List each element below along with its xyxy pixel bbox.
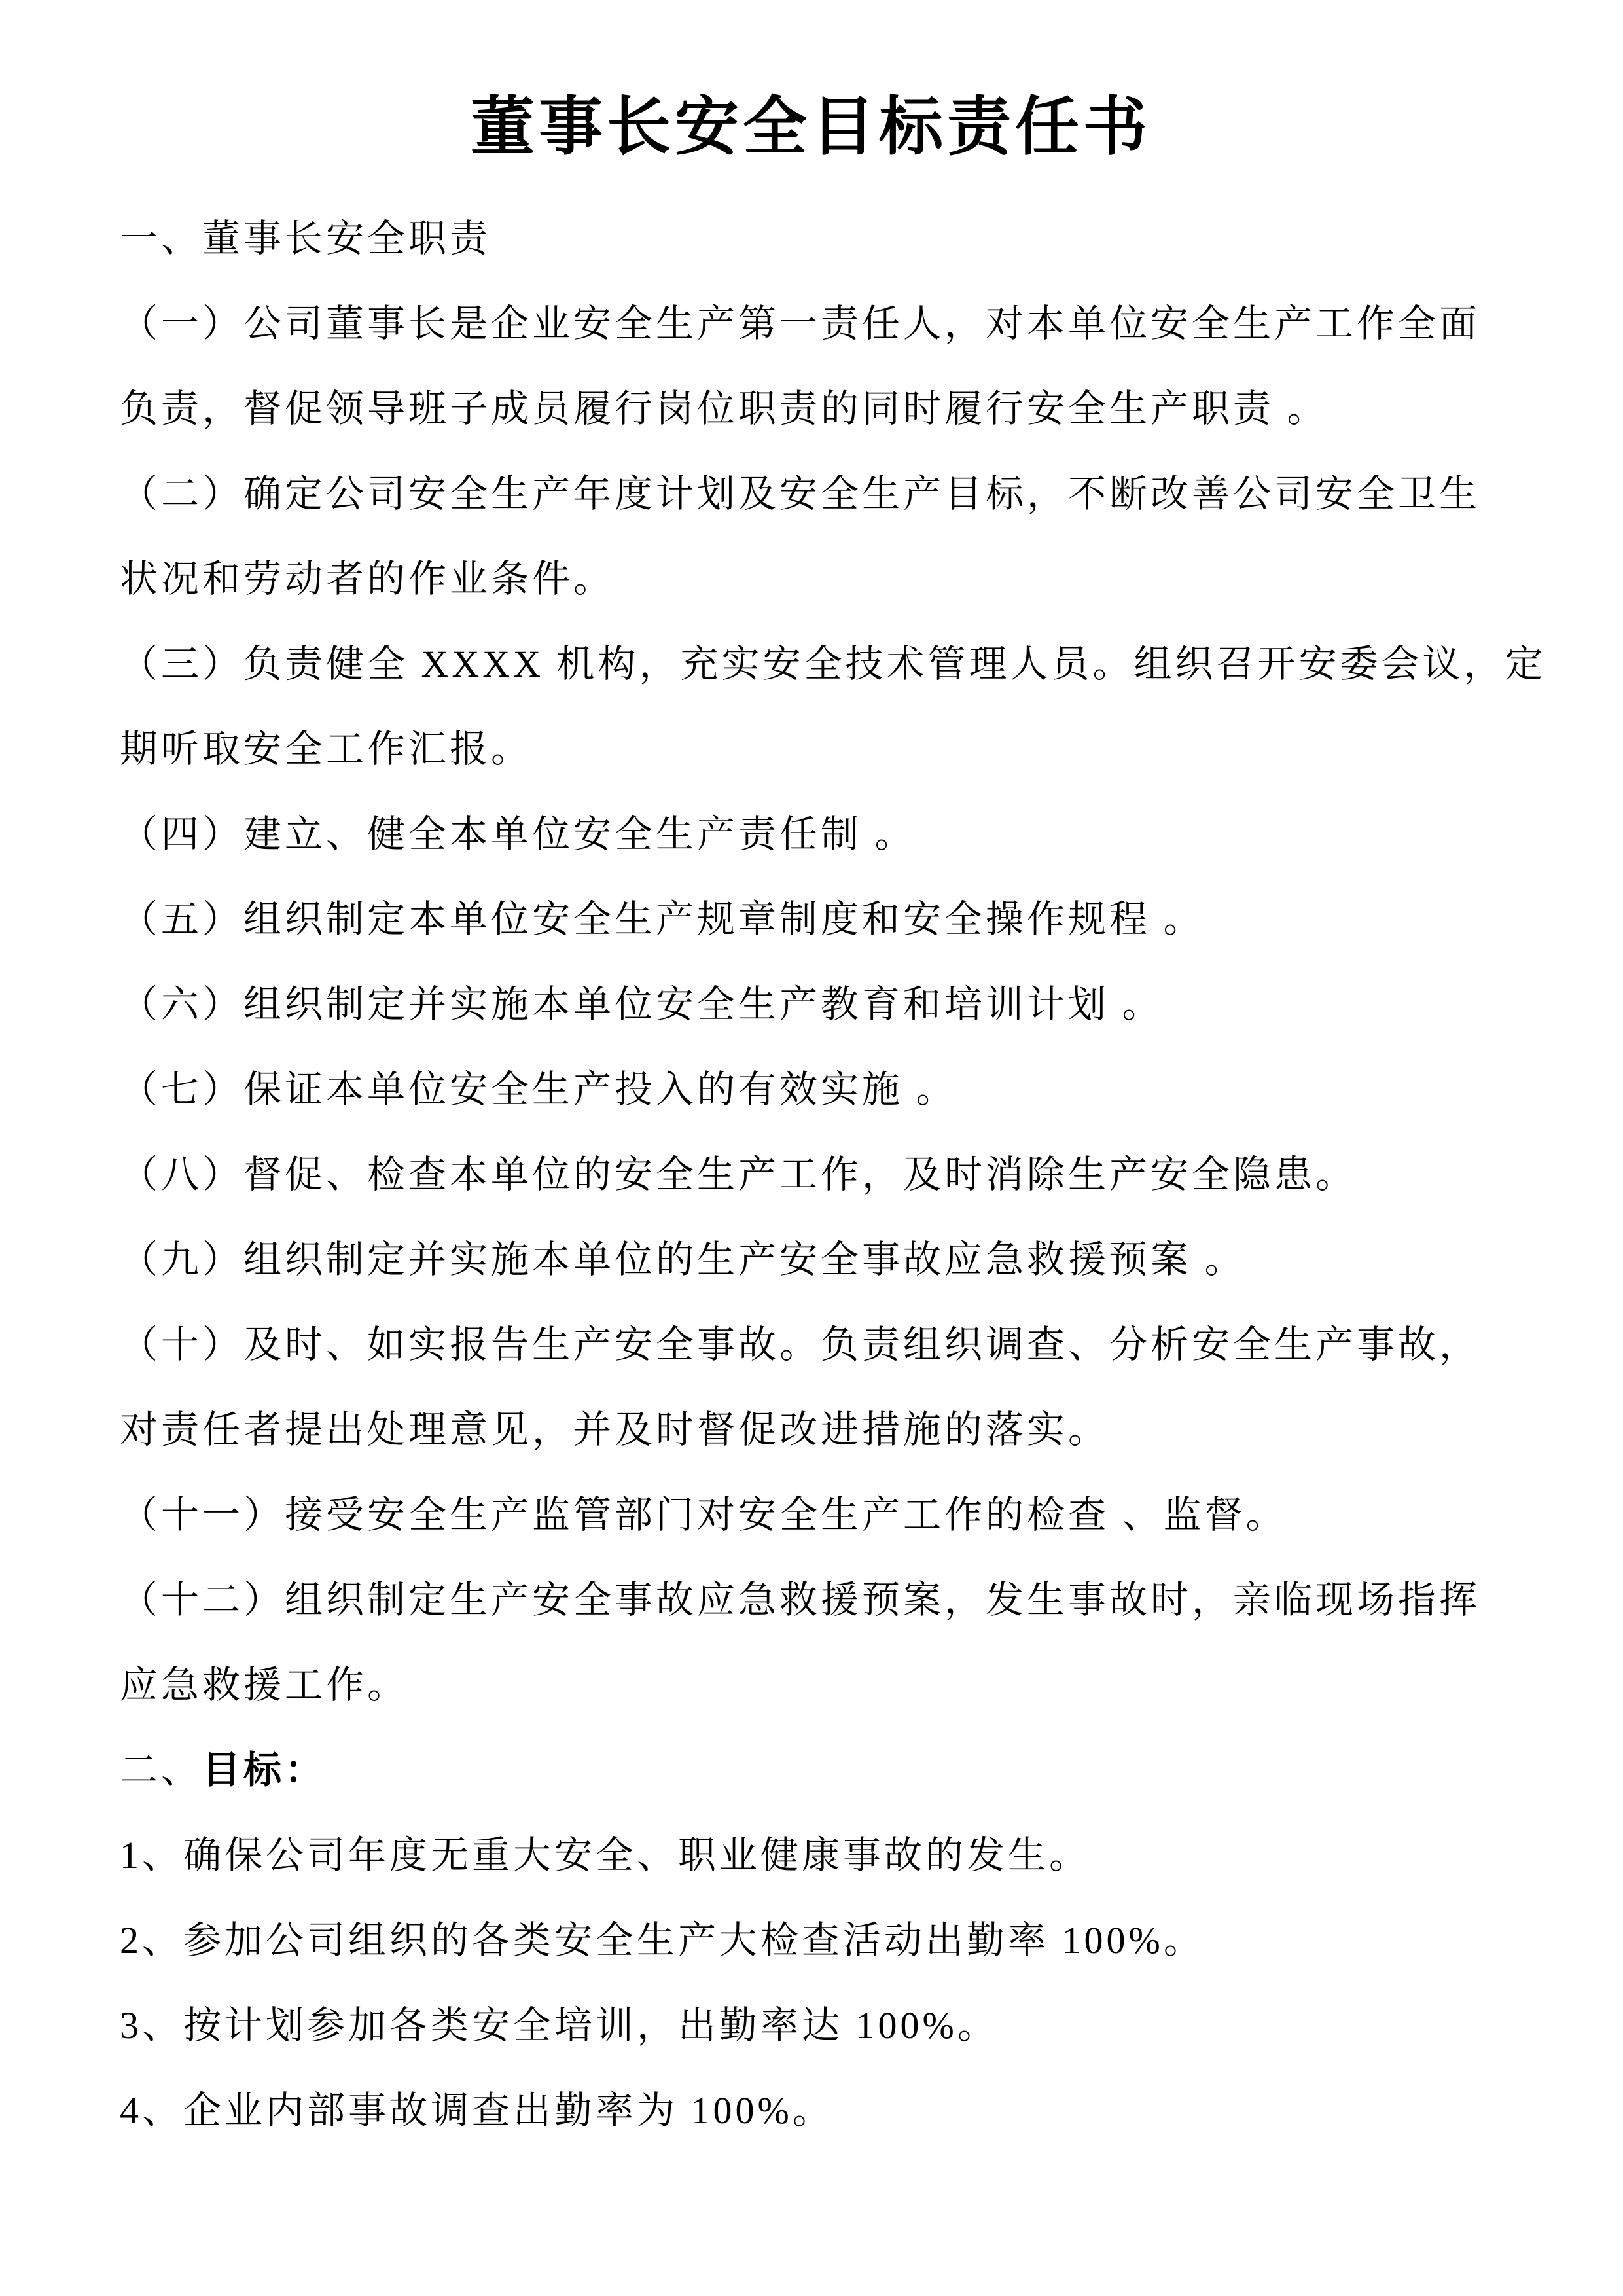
document-line: 期听取安全工作汇报。 — [120, 728, 533, 770]
document-line: （十二）组织制定生产安全事故应急救援预案，发生事故时，亲临现场指挥 — [120, 1579, 1481, 1621]
document-line: （七）保证本单位安全生产投入的有效实施 。 — [120, 1068, 957, 1111]
document-line: 1、确保公司年度无重大安全、职业健康事故的发生。 — [120, 1834, 1091, 1876]
document-title: 董事长安全目标责任书 — [470, 92, 1151, 163]
document-body — [120, 196, 1546, 2153]
document-line: （十一）接受安全生产监管部门对安全生产工作的检查 、监督。 — [120, 1494, 1287, 1536]
document-line: 3、按计划参加各类安全培训，出勤率达 100%。 — [120, 2004, 999, 2047]
document-line: （十）及时、如实报告生产安全事故。负责组织调查、分析安全生产事故， — [120, 1323, 1481, 1366]
document-line: 负责，督促领导班子成员履行岗位职责的同时履行安全生产职责 。 — [120, 387, 1329, 430]
section-heading — [120, 1728, 1502, 1813]
document-line: 对责任者提出处理意见，并及时督促改进措施的落实。 — [120, 1408, 1110, 1451]
document-line: 状况和劳动者的作业条件。 — [120, 558, 615, 600]
document-line: 2、参加公司组织的各类安全生产大检查活动出勤率 100%。 — [120, 1919, 1205, 1962]
heading-label: 目标： — [202, 1749, 327, 1791]
section-heading: 一、董事长安全职责 — [120, 217, 491, 260]
document-line: （六）组织制定并实施本单位安全生产教育和培训计划 。 — [120, 983, 1164, 1026]
document-line: （五）组织制定本单位安全生产规章制度和安全操作规程 。 — [120, 898, 1205, 941]
document-line: （九）组织制定并实施本单位的生产安全事故应急救援预案 。 — [120, 1238, 1246, 1281]
document-line: 应急救援工作。 — [120, 1664, 409, 1706]
heading-number: 二、 — [120, 1749, 203, 1791]
document-line: （二）确定公司安全生产年度计划及安全生产目标，不断改善公司安全卫生 — [120, 473, 1481, 515]
document-line: （八）督促、检查本单位的安全生产工作，及时消除生产安全隐患。 — [120, 1153, 1357, 1196]
document-line: （三）负责健全 XXXX 机构，充实安全技术管理人员。组织召开安委会议，定 — [120, 643, 1546, 685]
document-line: 4、企业内部事故调查出勤率为 100%。 — [120, 2089, 834, 2132]
document-line: （一）公司董事长是企业安全生产第一责任人，对本单位安全生产工作全面 — [120, 302, 1481, 345]
document-line: （四）建立、健全本单位安全生产责任制 。 — [120, 813, 916, 855]
